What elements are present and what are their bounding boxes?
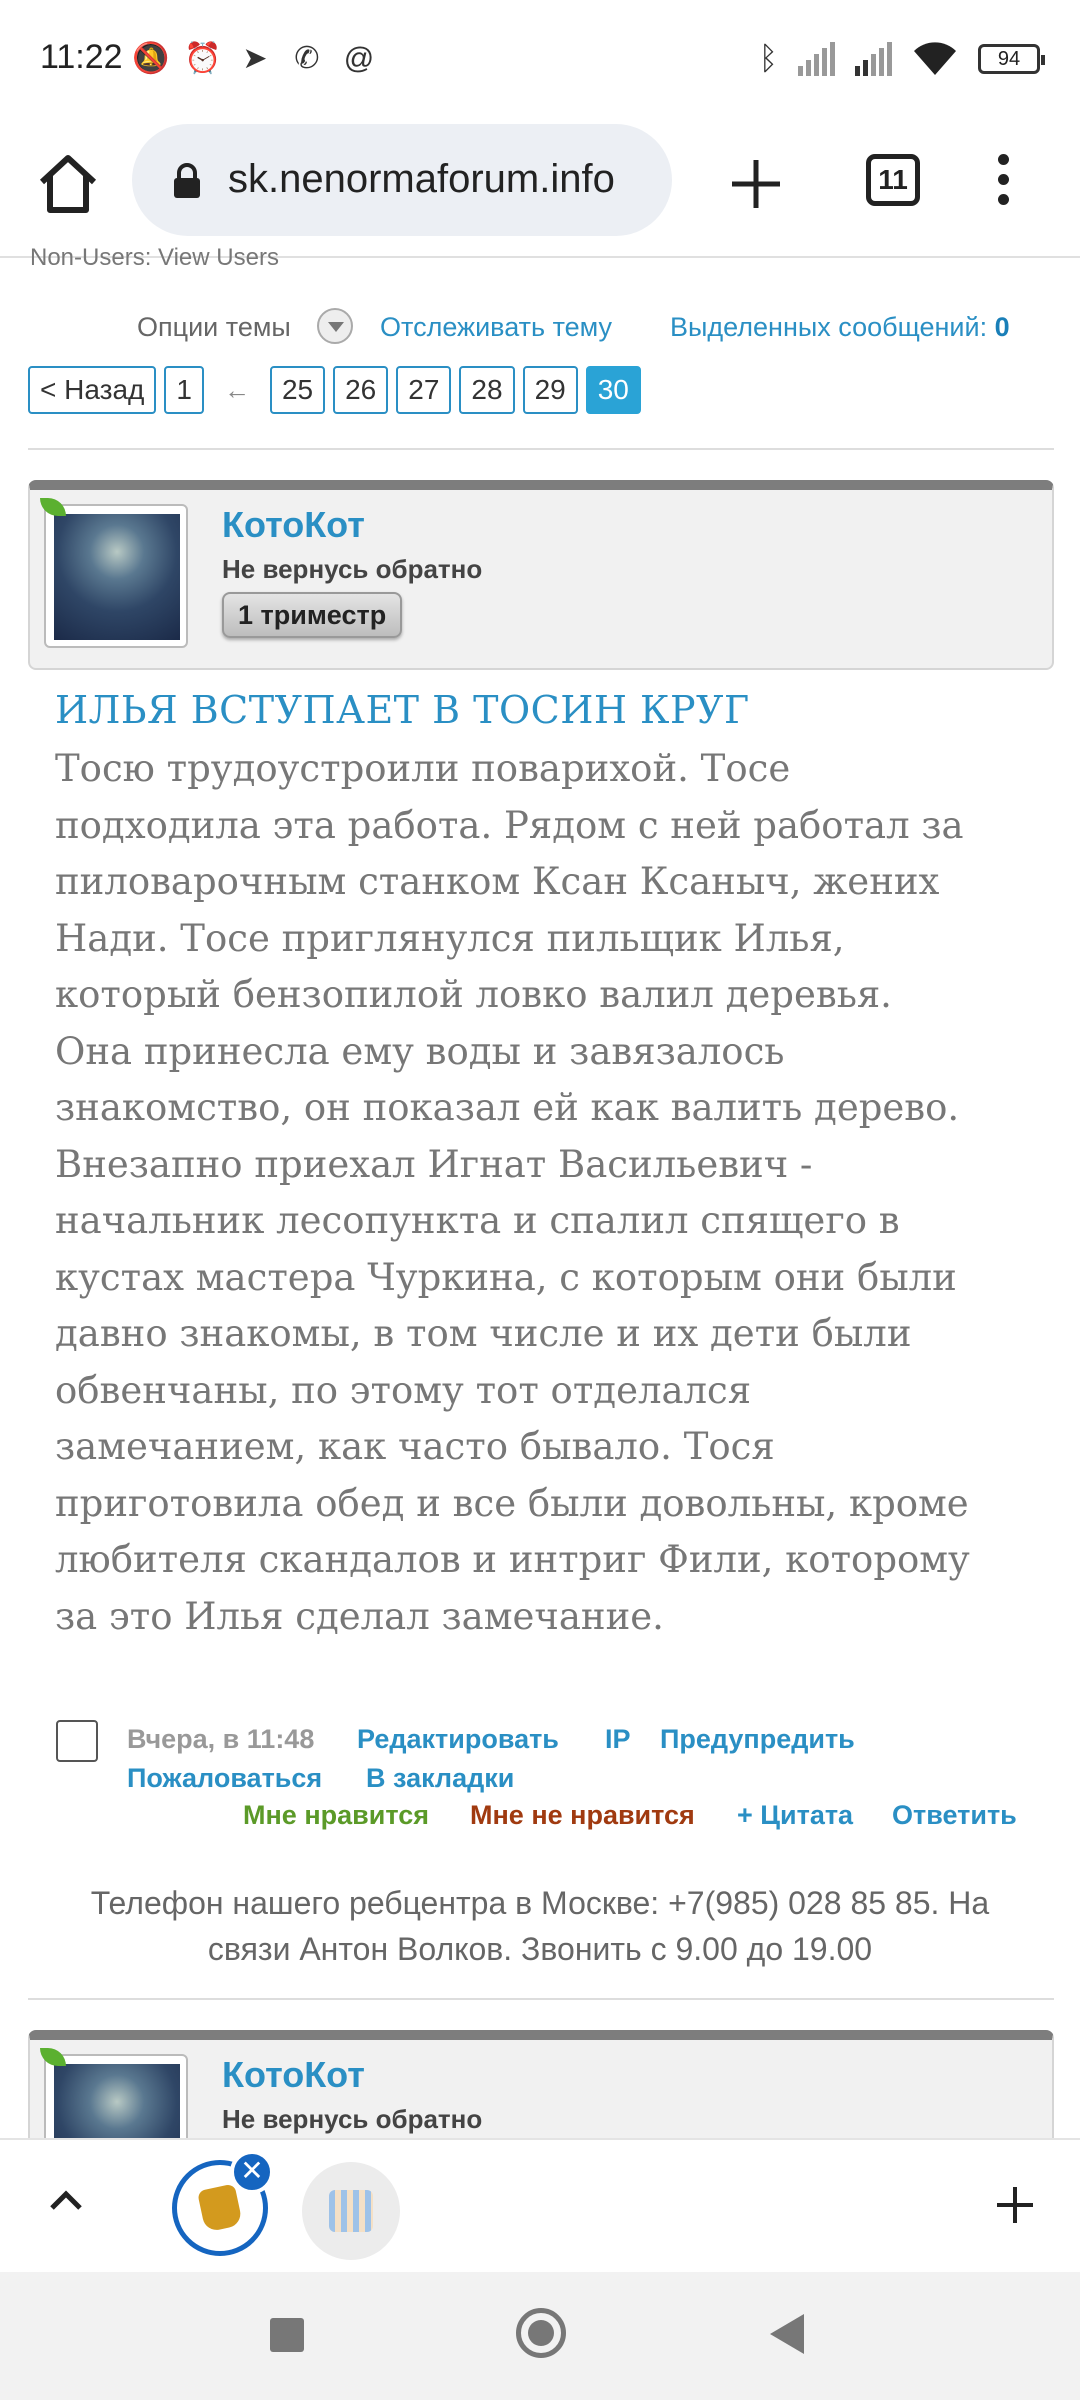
close-icon[interactable]: ✕ bbox=[230, 2150, 274, 2194]
post-line: кустах мастера Чуркина, с которым они были bbox=[55, 1255, 957, 1299]
post-line: Она принесла ему воды и завязалось bbox=[55, 1029, 785, 1073]
add-tab-icon[interactable] bbox=[994, 2184, 1036, 2226]
divider bbox=[28, 1998, 1054, 2000]
like-link[interactable]: Мне нравится bbox=[243, 1800, 429, 1830]
select-post-checkbox[interactable] bbox=[56, 1720, 98, 1762]
browser-toolbar bbox=[0, 118, 1080, 258]
track-thread-link[interactable]: Отслеживать тему bbox=[380, 312, 613, 342]
post-date: Вчера, в 11:48 bbox=[127, 1724, 315, 1754]
page-button[interactable]: 26 bbox=[333, 366, 388, 414]
more-menu-icon[interactable] bbox=[990, 154, 1016, 214]
rank-badge: 1 триместр bbox=[222, 592, 402, 638]
tab-switcher-button[interactable]: 11 bbox=[866, 154, 920, 206]
at-icon: @ bbox=[343, 42, 375, 75]
post-line: замечанием, как часто бывало. Тося bbox=[55, 1425, 775, 1468]
selected-messages[interactable] bbox=[670, 312, 1010, 343]
post-line: начальник лесопункта и спалил спящего в bbox=[55, 1199, 900, 1242]
system-navigation-bar bbox=[0, 2272, 1080, 2400]
site-favicon-icon bbox=[197, 2184, 243, 2233]
back-icon[interactable] bbox=[770, 2314, 804, 2354]
post-line: давно знакомы, в том числе и их дети были bbox=[55, 1312, 912, 1355]
warn-link[interactable]: Предупредить bbox=[660, 1724, 855, 1754]
telegram-icon: ➤ bbox=[242, 42, 268, 75]
muted-bell-icon: 🔕 bbox=[132, 42, 170, 75]
url-text: sk.nenormaforum.info bbox=[228, 157, 615, 201]
status-time: 11:22 bbox=[40, 38, 123, 76]
new-tab-icon[interactable] bbox=[726, 154, 786, 214]
post-line: любителя скандалов и интриг Фили, которому bbox=[55, 1538, 970, 1581]
pagination bbox=[28, 366, 641, 414]
avatar[interactable] bbox=[44, 504, 188, 648]
post-line: подходила эта работа. Рядом с ней работал за bbox=[55, 803, 964, 847]
divider bbox=[28, 448, 1054, 450]
edit-link[interactable]: Редактировать bbox=[357, 1724, 559, 1754]
page-back-button[interactable]: < Назад bbox=[28, 366, 156, 414]
report-link[interactable]: Пожаловаться bbox=[127, 1763, 323, 1793]
bookmark-link[interactable]: В закладки bbox=[366, 1763, 515, 1793]
reply-link[interactable]: Ответить bbox=[892, 1800, 1017, 1830]
whatsapp-icon: ✆ bbox=[294, 42, 320, 75]
page-content bbox=[0, 244, 1080, 2138]
page-button[interactable]: 25 bbox=[270, 366, 325, 414]
signature-line: Телефон нашего ребцентра в Москве: +7(985) 028 85 85. На bbox=[90, 1885, 990, 1921]
post-line: пиловарочным станком Ксан Ксаныч, жених bbox=[55, 860, 940, 903]
bottom-tab-bar bbox=[0, 2138, 1080, 2272]
chevron-up-icon[interactable] bbox=[46, 2180, 86, 2220]
post-line: знакомство, он показал ей как валить дерево. bbox=[55, 1086, 960, 1129]
lock-icon bbox=[172, 164, 202, 198]
wifi-icon bbox=[912, 41, 958, 77]
thread-options-link[interactable]: Опции темы bbox=[137, 312, 291, 342]
post-line: Нади. Тосе приглянулся пильщик Илья, bbox=[55, 916, 845, 960]
selected-messages-label: Выделенных сообщений: bbox=[670, 312, 988, 342]
system-icons bbox=[759, 40, 1040, 77]
page-button[interactable]: 29 bbox=[523, 366, 578, 414]
post-userbox bbox=[28, 480, 1054, 670]
notification-icons bbox=[132, 40, 378, 78]
signal-icon bbox=[855, 42, 892, 76]
chevron-down-icon[interactable] bbox=[317, 308, 353, 344]
post-author[interactable]: КотоКот bbox=[222, 504, 365, 545]
post-signature bbox=[30, 1880, 1050, 1972]
address-bar[interactable] bbox=[132, 124, 672, 236]
post-line: обвенчаны, по этому тот отделался bbox=[55, 1368, 752, 1412]
post-author[interactable]: КотоКот bbox=[222, 2054, 365, 2095]
page-button[interactable]: 28 bbox=[459, 366, 514, 414]
home-icon[interactable] bbox=[32, 148, 104, 220]
selected-messages-count: 0 bbox=[994, 312, 1010, 342]
bluetooth-icon: ᛒ bbox=[758, 40, 778, 76]
post-line: который бензопилой ловко валил деревья. bbox=[55, 973, 892, 1016]
recent-apps-icon[interactable] bbox=[270, 2318, 304, 2352]
site-favicon-icon bbox=[329, 2190, 373, 2232]
page-current[interactable]: 30 bbox=[586, 366, 641, 414]
post-line: Тосю трудоустроили поварихой. Тосе bbox=[55, 747, 791, 790]
home-nav-icon[interactable] bbox=[516, 2308, 566, 2358]
dislike-link[interactable]: Мне не нравится bbox=[470, 1800, 695, 1830]
status-bar bbox=[0, 0, 1080, 118]
user-title: Не вернусь обратно bbox=[222, 2104, 483, 2134]
avatar-image bbox=[54, 514, 180, 640]
post-line: Внезапно приехал Игнат Васильевич - bbox=[55, 1142, 813, 1186]
post-line: за это Илья сделал замечание. bbox=[55, 1594, 664, 1638]
quote-link[interactable]: + Цитата bbox=[737, 1800, 854, 1830]
user-title: Не вернусь обратно bbox=[222, 554, 483, 584]
cut-off-text: Non-Users: View Users bbox=[30, 244, 279, 271]
alarm-icon: ⏰ bbox=[184, 42, 222, 75]
page-first-button[interactable]: 1 bbox=[164, 366, 204, 414]
battery-icon: 94 bbox=[978, 44, 1040, 74]
post-line: приготовила обед и все были довольны, кроме bbox=[55, 1481, 969, 1525]
post-title: ИЛЬЯ ВСТУПАЕТ В ТОСИН КРУГ bbox=[55, 688, 750, 732]
tab-group-item[interactable] bbox=[302, 2162, 400, 2260]
page-ellipsis: ← bbox=[223, 375, 250, 405]
page-button[interactable]: 27 bbox=[396, 366, 451, 414]
signal-icon bbox=[798, 42, 835, 76]
ip-link[interactable]: IP bbox=[605, 1724, 631, 1754]
signature-line: связи Антон Волков. Звонить с 9.00 до 19.00 bbox=[207, 1931, 873, 1967]
post-body bbox=[55, 741, 1045, 1645]
